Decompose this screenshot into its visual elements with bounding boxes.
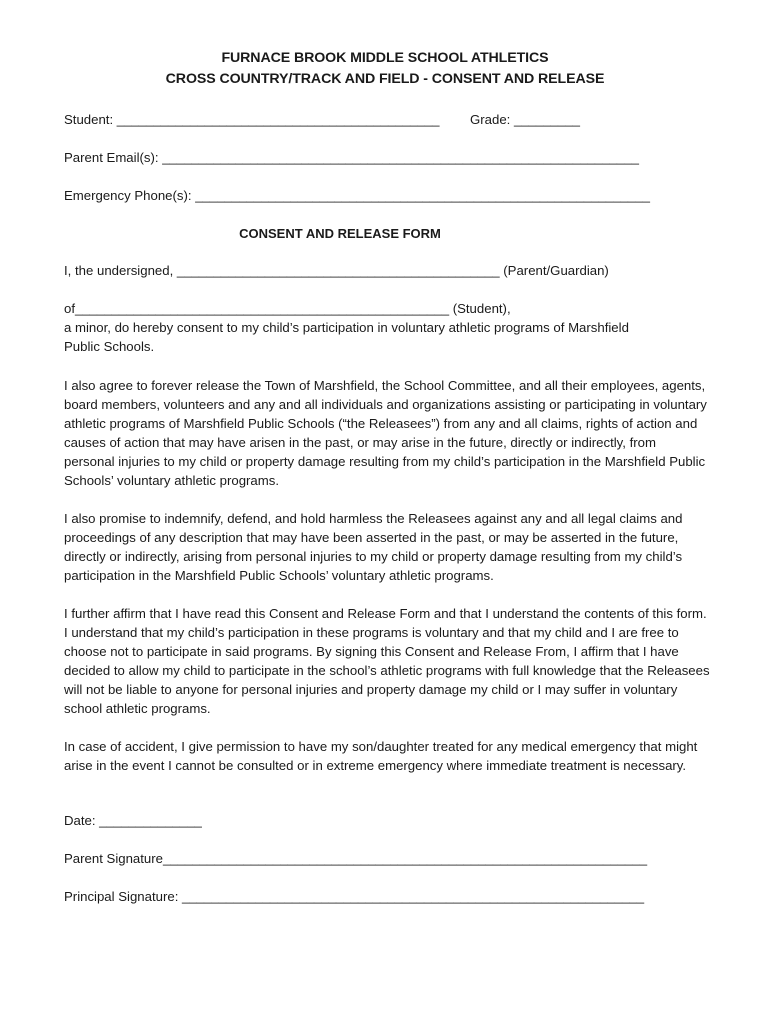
consent-form-heading: CONSENT AND RELEASE FORM bbox=[239, 226, 441, 241]
affirm-paragraph: I further affirm that I have read this Consent and Release Form and that I understand the contents of this form. I understand that my child’s participation in these programs is voluntary and that my child and I are free to choose not to participate in said programs. By signing this Consent and Release From, I affirm that I have decided to allow my child to participate in the school’s athletic programs with full knowledge that the Releasees will not be liable to anyone for personal injuries and property damage my child or I may suffer in voluntary school athletic programs. bbox=[64, 606, 710, 716]
consent-text-line-2: Public Schools. bbox=[64, 339, 155, 354]
parent-signature-field[interactable]: Parent Signature__________________________________________________________________ bbox=[64, 851, 648, 866]
document-title-line-1: FURNACE BROOK MIDDLE SCHOOL ATHLETICS bbox=[221, 50, 549, 66]
parent-guardian-name-field[interactable]: I, the undersigned, ____________________________________________ (Parent/Guardian) bbox=[64, 263, 609, 278]
consent-text-line-1: a minor, do hereby consent to my child’s participation in voluntary athletic programs of Marshfield bbox=[64, 320, 629, 335]
parent-email-field[interactable]: Parent Email(s): _________________________________________________________________ bbox=[64, 150, 639, 165]
grade-field[interactable]: Grade: _________ bbox=[470, 112, 580, 127]
principal-signature-field[interactable]: Principal Signature: _______________________________________________________________ bbox=[64, 889, 645, 904]
document-title-line-2: CROSS COUNTRY/TRACK AND FIELD - CONSENT AND RELEASE bbox=[165, 71, 605, 87]
student-field[interactable]: Student: ____________________________________________ bbox=[64, 112, 440, 127]
student-name-field[interactable]: of___________________________________________________ (Student), bbox=[64, 301, 511, 316]
release-paragraph: I also agree to forever release the Town of Marshfield, the School Committee, and all their employees, agents, board members, volunteers and any and all individuals and organizations assisting or participating in voluntary athletic programs of Marshfield Public Schools (“the Releasees”) from any and all claims, rights of action and causes of action that may have arisen in the past, or may arise in the future, directly or indirectly, from personal injuries to my child or property damage resulting from my child’s participation in the Marshfield Public Schools’ voluntary athletic programs. bbox=[64, 378, 707, 488]
indemnify-paragraph: I also promise to indemnify, defend, and hold harmless the Releasees against any and all legal claims and proceedings of any description that may have been asserted in the past, or may be asserted in the future, directly or indirectly, arising from personal injuries to my child or property damage resulting from my child’s participation in the Marshfield Public Schools’ voluntary athletic programs. bbox=[64, 511, 683, 583]
accident-paragraph: In case of accident, I give permission to have my son/daughter treated for any medical emergency that might arise in the event I cannot be consulted or in extreme emergency where immediate treatment is necessary. bbox=[64, 739, 698, 773]
emergency-phone-field[interactable]: Emergency Phone(s): ______________________________________________________________ bbox=[64, 188, 650, 203]
date-field[interactable]: Date: ______________ bbox=[64, 813, 202, 828]
